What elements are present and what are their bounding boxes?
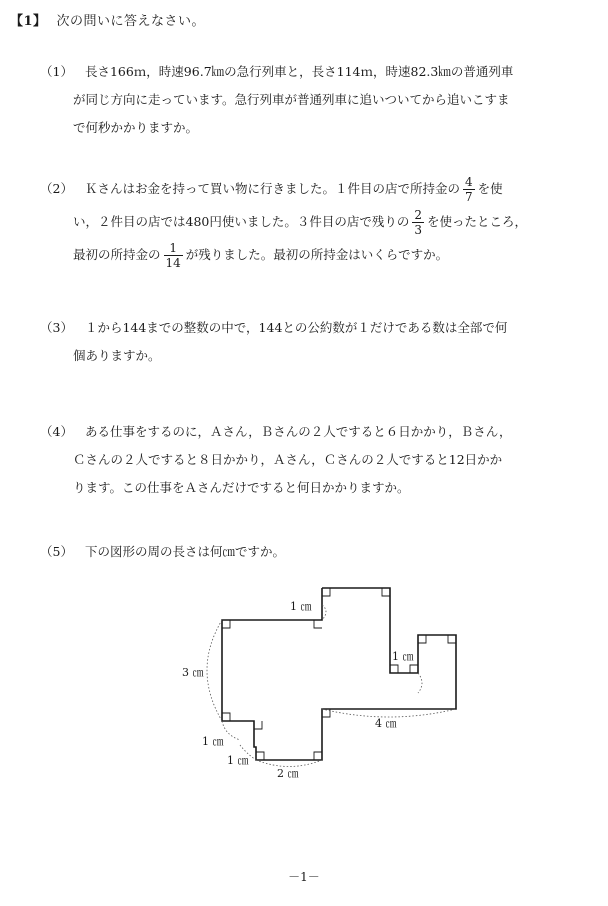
question-5 xyxy=(40,538,588,566)
label-bottom-left-1cm-a: 1 ㎝ xyxy=(202,735,224,748)
section-heading xyxy=(10,10,205,29)
right-angle-marks xyxy=(222,588,456,760)
question-4-line-1: ある仕事をするのに，Ａさん，Ｂさんの２人ですると６日かかり，Ｂさん， xyxy=(84,424,512,439)
label-bottom-2cm: 2 ㎝ xyxy=(277,767,299,780)
fraction-1-14 xyxy=(164,241,183,270)
page-number: －1－ xyxy=(288,870,320,884)
question-2-text-1b: を使 xyxy=(477,181,503,196)
question-2-text-3a: 最初の所持金の xyxy=(73,247,161,262)
fraction-denominator: 14 xyxy=(165,256,181,270)
fraction-4-7 xyxy=(463,175,475,204)
cross-shape-figure xyxy=(170,575,470,785)
question-4 xyxy=(40,418,588,502)
question-1-number: （1） xyxy=(40,64,73,79)
question-2-text-1a: Ｋさんはお金を持って買い物に行きました。１件目の店で所持金の xyxy=(84,181,460,196)
question-4-number: （4） xyxy=(40,424,73,439)
question-5-line-1: 下の図形の周の長さは何㎝ですか。 xyxy=(84,544,285,559)
question-2-text-3b: が残りました。最初の所持金はいくらですか。 xyxy=(185,247,449,262)
question-4-line-3: ります。この仕事をＡさんだけですると何日かかりますか。 xyxy=(73,480,410,495)
question-1-line-1: 長さ166ｍ，時速96.7㎞の急行列車と，長さ114ｍ，時速82.3㎞の普通列車 xyxy=(84,64,514,79)
question-2 xyxy=(40,172,588,271)
fraction-denominator: 7 xyxy=(464,190,473,204)
question-1 xyxy=(40,58,588,142)
section-number: 【1】 xyxy=(10,14,47,29)
question-4-line-2: Ｃさんの２人ですると８日かかり，Ａさん，Ｃさんの２人ですると12日かか xyxy=(73,452,503,467)
question-5-number: （5） xyxy=(40,544,73,559)
label-bottom-left-1cm-b: 1 ㎝ xyxy=(227,754,249,767)
label-right-4cm: 4 ㎝ xyxy=(375,717,397,730)
question-3-number: （3） xyxy=(40,320,73,335)
question-2-text-2a: い，２件目の店では480円使いました。３件目の店で残りの xyxy=(73,214,410,229)
question-1-line-2: が同じ方向に走っています。急行列車が普通列車に追いついてから追いこすま xyxy=(73,92,510,107)
fraction-numerator: 1 xyxy=(169,241,177,255)
dimension-arcs xyxy=(207,605,456,767)
figure-outline xyxy=(222,588,456,760)
question-1-line-3: で何秒かかりますか。 xyxy=(73,120,199,135)
label-top-1cm: 1 ㎝ xyxy=(290,600,312,613)
label-notch-1cm: 1 ㎝ xyxy=(392,650,414,663)
question-3-line-1: １から144までの整数の中で，144との公約数が１だけである数は全部で何 xyxy=(84,320,508,335)
question-2-text-2b: を使ったところ， xyxy=(427,214,528,229)
section-instruction: 次の問いに答えなさい。 xyxy=(56,14,206,29)
question-2-number: （2） xyxy=(40,181,73,196)
label-left-3cm: 3 ㎝ xyxy=(182,666,204,679)
question-3 xyxy=(40,314,588,370)
fraction-numerator: 4 xyxy=(464,175,473,189)
fraction-2-3 xyxy=(412,208,424,237)
fraction-numerator: 2 xyxy=(414,208,423,222)
fraction-denominator: 3 xyxy=(414,223,423,237)
question-3-line-2: 個ありますか。 xyxy=(73,348,161,363)
